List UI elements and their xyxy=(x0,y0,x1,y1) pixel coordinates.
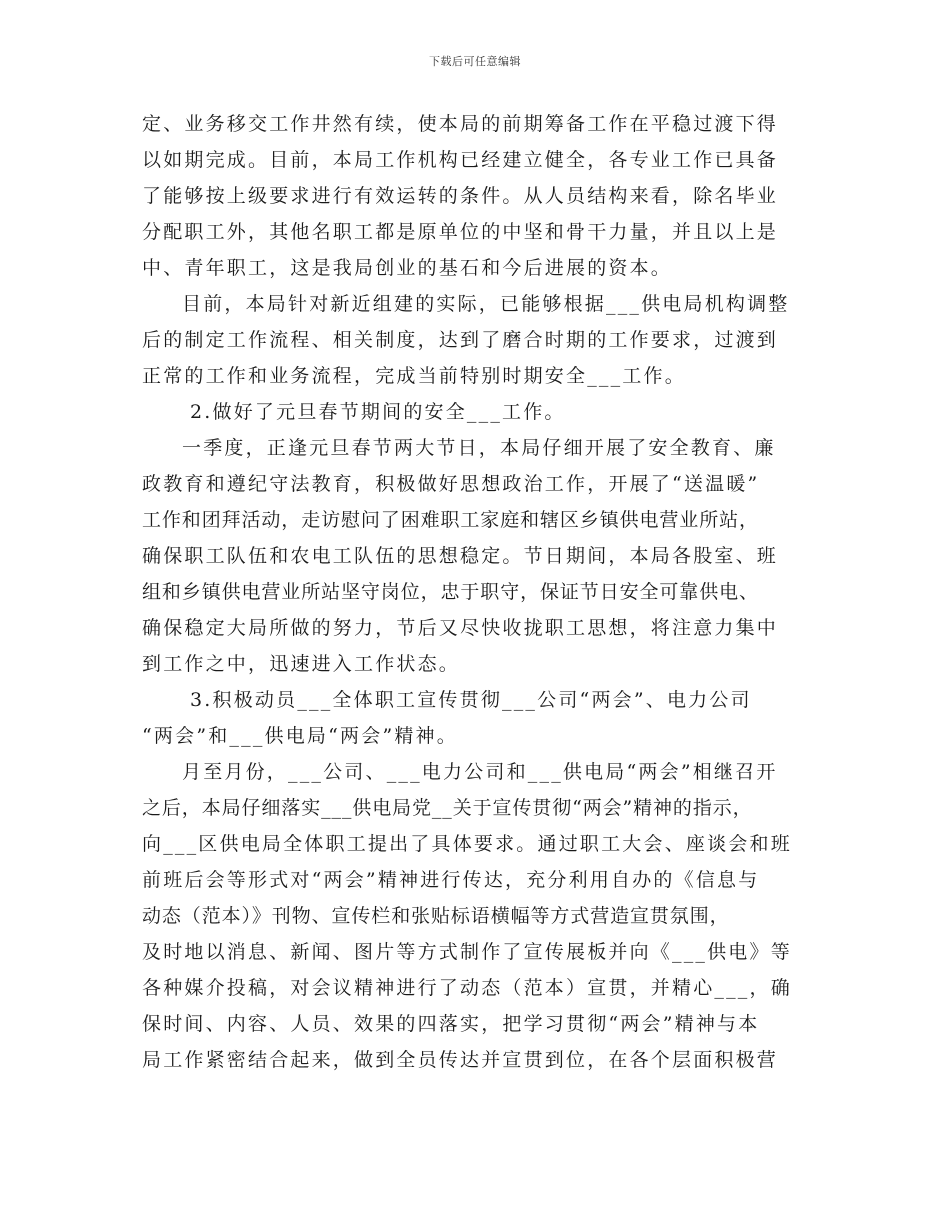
text-line: 各种媒介投稿，对会议精神进行了动态（范本）宣贯，并精心___，确 xyxy=(142,977,792,999)
text-line: 后的制定工作流程、相关制度，达到了磨合时期的工作要求，过渡到 xyxy=(142,329,779,351)
text-line: 分配职工外，其他名职工都是原单位的中坚和骨干力量，并且以上是 xyxy=(142,221,779,243)
paragraph-1 xyxy=(142,106,828,286)
text-line: 了能够按上级要求进行有效运转的条件。从人员结构来看，除名毕业 xyxy=(142,185,779,207)
text-line: 一季度，正逢元旦春节两大节日，本局仔细开展了安全教育、廉 xyxy=(182,437,776,459)
text-line: 确保稳定大局所做的努力，节后又尽快收拢职工思想，将注意力集中 xyxy=(142,617,779,639)
text-line: 之后，本局仔细落实___供电局党__关于宣传贯彻“两会”精神的指示， xyxy=(142,797,753,819)
text-line: 中、青年职工，这是我局创业的基石和今后进展的资本。 xyxy=(142,257,673,279)
text-line: 动态（范本）》刊物、宣传栏和张贴标语横幅等方式营造宣贯氛围， xyxy=(142,905,730,927)
text-line: 2.做好了元旦春节期间的安全___工作。 xyxy=(190,401,566,423)
text-line: 政教育和遵纪守法教育，积极做好思想政治工作，开展了“送温暖” xyxy=(142,473,760,495)
text-line: “两会”和___供电局“两会”精神。 xyxy=(142,725,458,747)
paragraph-2 xyxy=(142,286,828,394)
text-line: 以如期完成。目前，本局工作机构已经建立健全，各专业工作已具备 xyxy=(142,149,779,171)
text-line: 保时间、内容、人员、效果的四落实，把学习贯彻“两会”精神与本 xyxy=(142,1013,760,1035)
text-line: 及时地以消息、新闻、图片等方式制作了宣传展板并向《___供电》等 xyxy=(142,941,792,963)
document-body xyxy=(142,106,828,1078)
text-line: 定、业务移交工作井然有续，使本局的前期筹备工作在平稳过渡下得 xyxy=(142,113,779,135)
text-line: 组和乡镇供电营业所站坚守岗位，忠于职守，保证节日安全可靠供电、 xyxy=(142,581,759,603)
text-line: 目前，本局针对新近组建的实际，已能够根据___供电局机构调整 xyxy=(182,293,790,315)
text-line: 确保职工队伍和农电工队伍的思想稳定。节日期间，本局各股室、班 xyxy=(142,545,779,567)
text-line: 月至月份，___公司、___电力公司和___供电局“两会”相继召开 xyxy=(182,761,778,783)
section-heading-2 xyxy=(142,394,828,430)
text-line: 工作和团拜活动，走访慰问了困难职工家庭和辖区乡镇供电营业所站， xyxy=(142,509,759,531)
section-heading-3 xyxy=(142,682,828,754)
paragraph-4 xyxy=(142,754,828,1078)
text-line: 前班后会等形式对“两会”精神进行传达，充分利用自办的《信息与 xyxy=(142,869,760,891)
page-header-note: 下载后可任意编辑 xyxy=(429,55,521,68)
text-line: 正常的工作和业务流程，完成当前特别时期安全___工作。 xyxy=(142,365,686,387)
paragraph-3 xyxy=(142,430,828,682)
text-line: 到工作之中，迅速进入工作状态。 xyxy=(142,653,461,675)
text-line: 3.积极动员___全体职工宣传贯彻___公司“两会”、电力公司 xyxy=(190,689,752,711)
text-line: 向___区供电局全体职工提出了具体要求。通过职工大会、座谈会和班 xyxy=(142,833,792,855)
text-line: 局工作紧密结合起来，做到全员传达并宣贯到位，在各个层面积极营 xyxy=(142,1049,779,1071)
